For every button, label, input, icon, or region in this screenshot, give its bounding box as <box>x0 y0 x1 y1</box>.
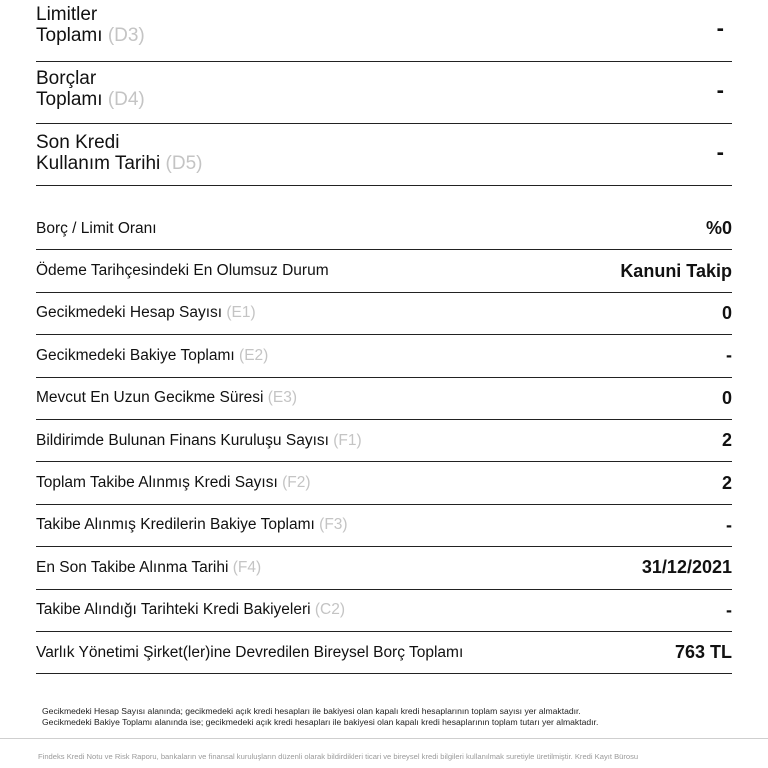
debt-limit-ratio-row <box>36 208 732 250</box>
footer-divider <box>0 738 768 739</box>
overdue-balance-total-value: - <box>726 345 732 366</box>
note-overdue-account-count: Gecikmedeki Hesap Sayısı alanında; gecikmedeki açık kredi hesapları ile bakiyesi olan kapalı kredi hesaplarının toplam sayısı yer almaktadır. <box>42 706 581 716</box>
overdue-balance-total-row <box>36 335 732 377</box>
limits-total-code: (D3) <box>107 25 145 46</box>
worst-payment-status-row <box>36 250 732 292</box>
debts-total-label <box>36 68 145 110</box>
reporting-institution-count-value: 2 <box>721 430 732 451</box>
debt-limit-ratio-label: Borç / Limit Oranı <box>36 219 157 237</box>
followed-credit-count-value: 2 <box>721 472 732 493</box>
overdue-account-count-value: 0 <box>721 302 732 323</box>
debts-total-label-line2: Toplamı <box>36 89 103 110</box>
overdue-account-count-row <box>36 293 732 335</box>
footer-text: Findeks Kredi Notu ve Risk Raporu, bankaların ve finansal kuruluşların düzenli olarak bildirdikleri ticari ve bireysel kredi bilgileri kullanılmak suretiyle üretilmiştir. Kredi Kayıt Bürosu <box>38 752 639 761</box>
asset-management-debt-value: 763 TL <box>674 642 732 663</box>
asset-management-debt-row <box>36 632 732 674</box>
limits-total-value: - <box>716 14 724 40</box>
reporting-institution-count-label: Bildirimde Bulunan Finans Kuruluşu Sayısı (F1) <box>36 431 362 449</box>
longest-overdue-duration-row <box>36 378 732 420</box>
worst-payment-status-value: Kanuni Takip <box>620 260 732 281</box>
debts-total-label-line1: Borçlar <box>36 68 97 89</box>
explanatory-notes <box>42 706 598 727</box>
followed-credit-balance-value: - <box>726 514 732 535</box>
longest-overdue-duration-value: 0 <box>721 387 732 408</box>
last-credit-date-label <box>36 132 203 174</box>
followed-credit-balance-label: Takibe Alınmış Kredilerin Bakiye Toplamı (F3) <box>36 516 348 534</box>
note-overdue-balance-total: Gecikmedeki Bakiye Toplamı alanında ise; gecikmedeki açık kredi hesapları ile bakiyesi olan kapalı kredi hesaplarının toplam tutarı yer almaktadır. <box>42 716 599 727</box>
last-credit-date-code: (D5) <box>165 153 203 174</box>
debts-total-value: - <box>716 76 724 102</box>
report-summary <box>36 0 732 674</box>
reporting-institution-count-row <box>36 420 732 462</box>
last-credit-date-label-line2: Kullanım Tarihi <box>36 153 161 174</box>
followed-credit-count-row <box>36 462 732 504</box>
last-credit-date-value: - <box>716 138 724 164</box>
worst-payment-status-label: Ödeme Tarihçesindeki En Olumsuz Durum <box>36 262 329 280</box>
last-follow-date-row <box>36 547 732 589</box>
follow-date-credit-balance-value: - <box>726 599 732 620</box>
follow-date-credit-balance-row <box>36 590 732 632</box>
overdue-account-count-label: Gecikmedeki Hesap Sayısı (E1) <box>36 304 256 322</box>
last-follow-date-label: En Son Takibe Alınma Tarihi (F4) <box>36 558 262 576</box>
follow-date-credit-balance-label: Takibe Alındığı Tarihteki Kredi Bakiyeleri (C2) <box>36 601 346 619</box>
overdue-balance-total-label: Gecikmedeki Bakiye Toplamı (E2) <box>36 346 269 364</box>
last-follow-date-value: 31/12/2021 <box>641 557 732 578</box>
last-credit-date-row <box>36 124 732 186</box>
limits-total-label-line1: Limitler <box>36 4 98 25</box>
followed-credit-count-label: Toplam Takibe Alınmış Kredi Sayısı (F2) <box>36 474 311 492</box>
debts-total-code: (D4) <box>107 89 145 110</box>
last-credit-date-label-line1: Son Kredi <box>36 132 120 153</box>
limits-total-row <box>36 0 732 62</box>
longest-overdue-duration-label: Mevcut En Uzun Gecikme Süresi (E3) <box>36 389 298 407</box>
limits-total-label <box>36 4 145 46</box>
followed-credit-balance-row <box>36 505 732 547</box>
limits-total-label-line2: Toplamı <box>36 25 103 46</box>
debts-total-row <box>36 62 732 124</box>
asset-management-debt-label: Varlık Yönetimi Şirket(ler)ine Devredilen Bireysel Borç Toplamı <box>36 643 464 661</box>
debt-limit-ratio-value: %0 <box>705 218 732 239</box>
